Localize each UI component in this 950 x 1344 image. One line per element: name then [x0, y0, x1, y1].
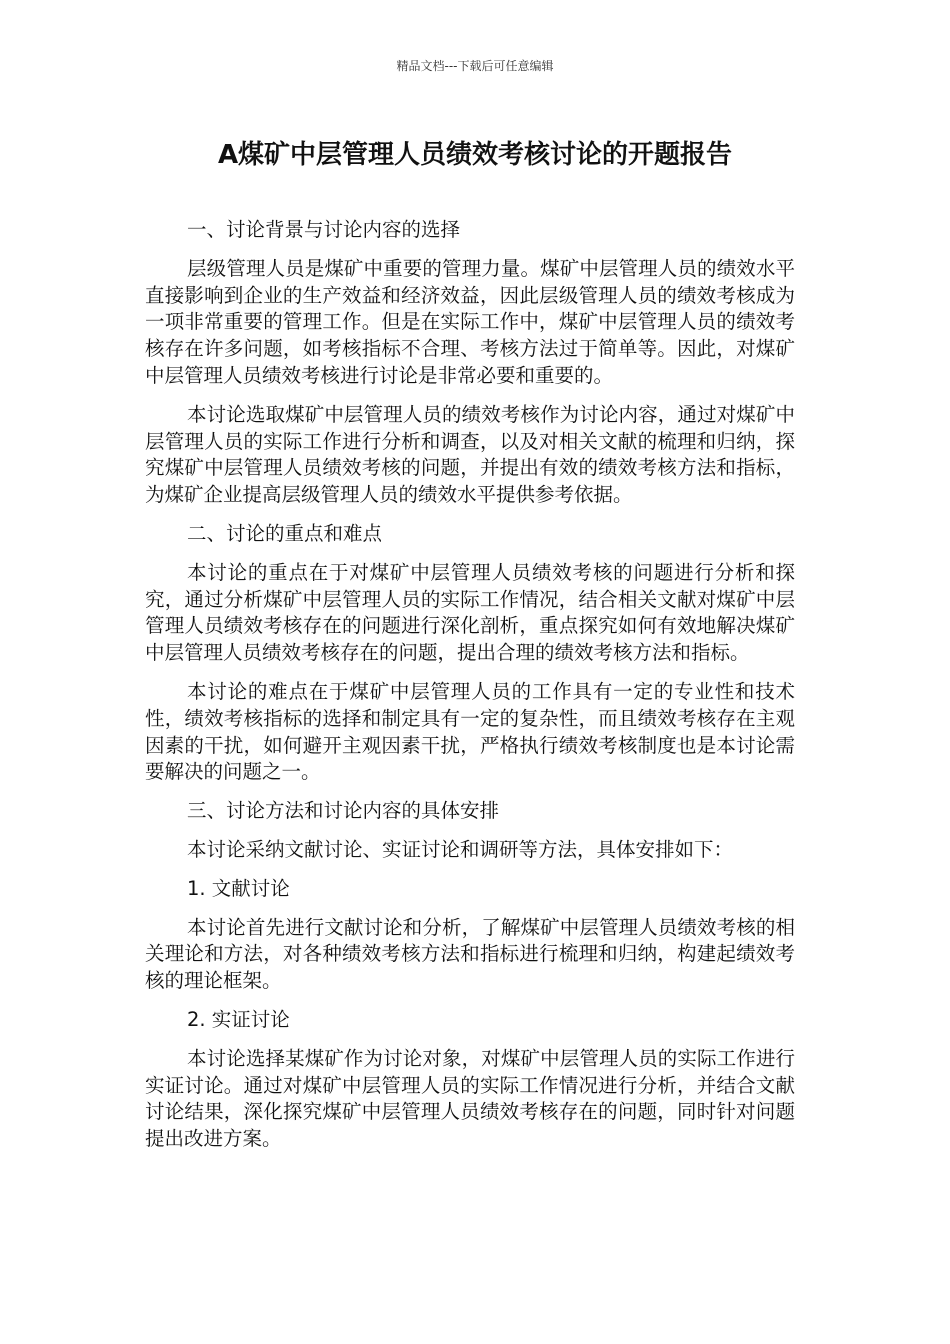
subsection-2-heading: 2. 实证讨论: [187, 1007, 290, 1031]
section-3-intro: 本讨论采纳文献讨论、实证讨论和调研等方法，具体安排如下：: [187, 837, 734, 861]
section-1-paragraph-1: 层级管理人员是煤矿中重要的管理力量。煤矿中层管理人员的绩效水平直接影响到企业的生产效益和经济效益，因此层级管理人员的绩效考核成为一项非常重要的管理工作。但是在实际工作中，煤矿中层管理人员的绩效考核存在许多问题，如考核指标不合理、考核方法过于简单等。因此，对煤矿中层管理人员绩效考核进行讨论是非常必要和重要的。: [145, 256, 795, 387]
document-body: [145, 217, 795, 1165]
subsection-1-paragraph: 本讨论首先进行文献讨论和分析，了解煤矿中层管理人员绩效考核的相关理论和方法，对各种绩效考核方法和指标进行梳理和归纳，构建起绩效考核的理论框架。: [145, 915, 795, 993]
section-2-paragraph-2: 本讨论的难点在于煤矿中层管理人员的工作具有一定的专业性和技术性，绩效考核指标的选择和制定具有一定的复杂性，而且绩效考核存在主观因素的干扰，如何避开主观因素干扰，严格执行绩效考核制度也是本讨论需要解决的问题之一。: [145, 679, 795, 784]
header-note: 精品文档---下载后可任意编辑: [396, 59, 554, 73]
section-1-heading: 一、讨论背景与讨论内容的选择: [187, 218, 461, 241]
section-3-heading: 三、讨论方法和讨论内容的具体安排: [187, 799, 500, 823]
section-2-heading: 二、讨论的重点和难点: [187, 521, 383, 545]
subsection-1-heading: 1. 文献讨论: [187, 876, 290, 900]
section-1-paragraph-2: 本讨论选取煤矿中层管理人员的绩效考核作为讨论内容，通过对煤矿中层管理人员的实际工作进行分析和调查，以及对相关文献的梳理和归纳，探究煤矿中层管理人员绩效考核的问题，并提出有效的绩效考核方法和指标，为煤矿企业提高层级管理人员的绩效水平提供参考依据。: [145, 402, 795, 507]
document-title: A煤矿中层管理人员绩效考核讨论的开题报告: [217, 140, 733, 170]
subsection-2-paragraph: 本讨论选择某煤矿作为讨论对象，对煤矿中层管理人员的实际工作进行实证讨论。通过对煤矿中层管理人员的实际工作情况进行分析，并结合文献讨论结果，深化探究煤矿中层管理人员绩效考核存在的问题，同时针对问题提出改进方案。: [145, 1046, 795, 1151]
section-2-paragraph-1: 本讨论的重点在于对煤矿中层管理人员绩效考核的问题进行分析和探究，通过分析煤矿中层管理人员的实际工作情况，结合相关文献对煤矿中层管理人员绩效考核存在的问题进行深化剖析，重点探究如何有效地解决煤矿中层管理人员绩效考核存在的问题，提出合理的绩效考核方法和指标。: [145, 560, 795, 665]
